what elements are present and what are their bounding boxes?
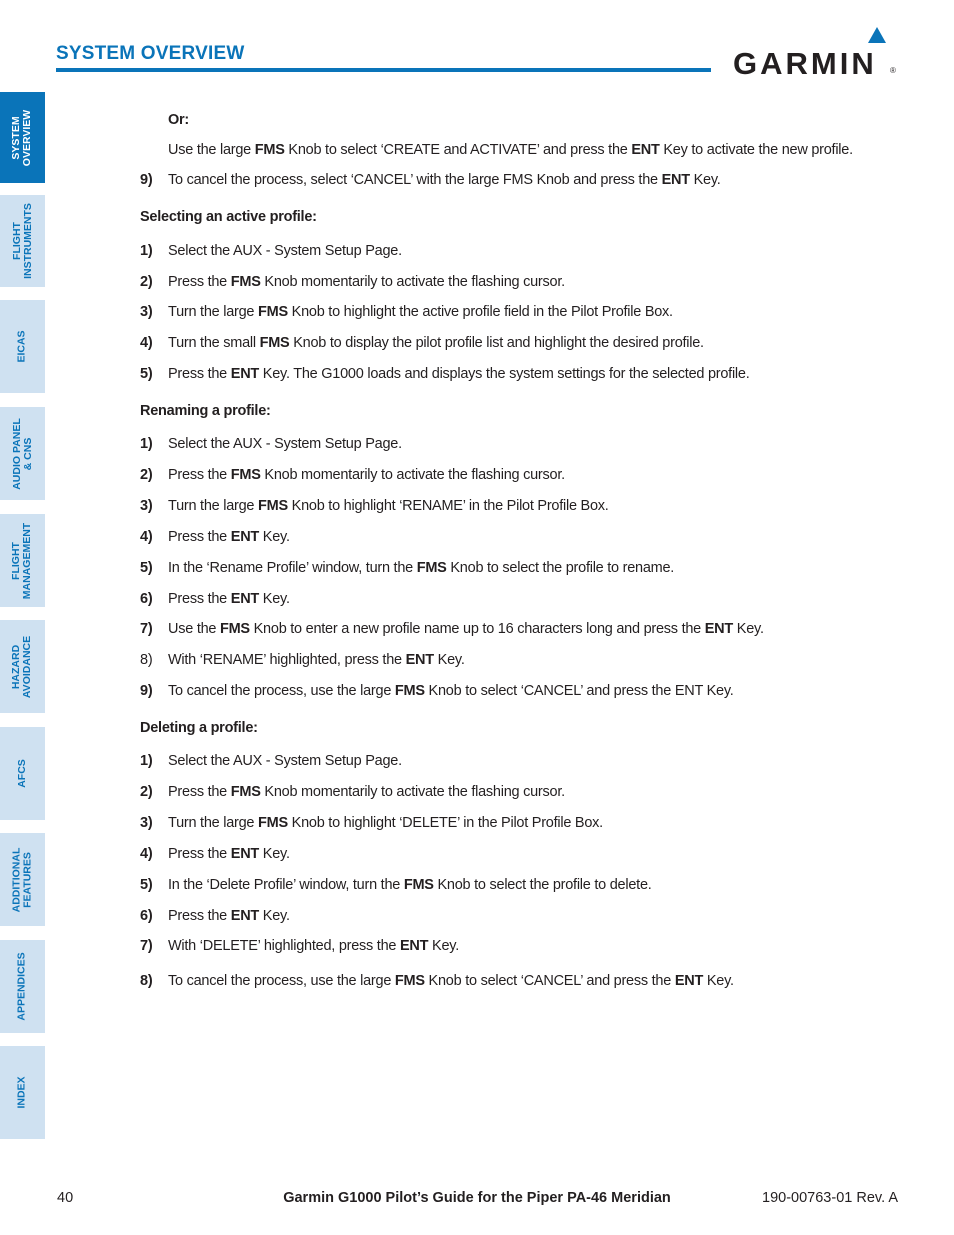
- step-number: 7): [140, 938, 153, 954]
- garmin-delta-icon: [868, 27, 886, 43]
- step-text: In the ‘Rename Profile’ window, turn the FMS Knob to select the profile to rename.: [168, 560, 675, 576]
- step-number: 4): [140, 335, 153, 351]
- tab-label: FLIGHT MANAGEMENT: [10, 522, 34, 599]
- step-text: Press the FMS Knob momentarily to activate the flashing cursor.: [168, 784, 565, 800]
- step-text: With ‘RENAME’ highlighted, press the ENT Key.: [168, 652, 465, 668]
- step-text: Press the ENT Key.: [168, 846, 290, 862]
- tab-label: INDEX: [16, 1076, 28, 1109]
- step-number: 9): [140, 172, 153, 188]
- tab-additional-features[interactable]: [0, 833, 45, 926]
- section-tabs: [0, 0, 45, 1235]
- step-number: 1): [140, 753, 153, 769]
- step-number: 3): [140, 815, 153, 831]
- step-number: 6): [140, 591, 153, 607]
- step-number: 9): [140, 683, 153, 699]
- step-number: 5): [140, 877, 153, 893]
- tab-hazard-avoidance[interactable]: [0, 620, 45, 713]
- step-number: 8): [140, 652, 153, 668]
- section-heading-renaming: Renaming a profile:: [140, 403, 271, 419]
- tab-label: AUDIO PANEL & CNS: [10, 417, 34, 490]
- step-text: With ‘DELETE’ highlighted, press the ENT Key.: [168, 938, 459, 954]
- step-number: 3): [140, 304, 153, 320]
- section-heading-deleting: Deleting a profile:: [140, 720, 258, 736]
- document-number: 190-00763-01 Rev. A: [762, 1190, 898, 1206]
- tab-appendices[interactable]: [0, 940, 45, 1033]
- step-text: Select the AUX - System Setup Page.: [168, 753, 402, 769]
- tab-flight-management[interactable]: [0, 514, 45, 607]
- tab-index[interactable]: [0, 1046, 45, 1139]
- step-number: 4): [140, 846, 153, 862]
- step-number: 7): [140, 621, 153, 637]
- tab-audio-panel-cns[interactable]: [0, 407, 45, 500]
- logo-wordmark: GARMIN: [733, 46, 877, 81]
- step-text: Press the FMS Knob momentarily to activate the flashing cursor.: [168, 467, 565, 483]
- tab-label: FLIGHT INSTRUMENTS: [10, 203, 34, 279]
- step-text: Press the FMS Knob momentarily to activate the flashing cursor.: [168, 274, 565, 290]
- section-title: SYSTEM OVERVIEW: [56, 43, 245, 64]
- step-number: 2): [140, 274, 153, 290]
- step-text: Turn the large FMS Knob to highlight the active profile field in the Pilot Profile Box.: [168, 304, 673, 320]
- registered-mark: ®: [890, 66, 896, 75]
- tab-flight-instruments[interactable]: [0, 195, 45, 287]
- step-number: 1): [140, 243, 153, 259]
- step-text: Use the large FMS Knob to select ‘CREATE and ACTIVATE’ and press the ENT Key to activate the new profile.: [168, 142, 853, 158]
- step-text: Turn the large FMS Knob to highlight ‘DELETE’ in the Pilot Profile Box.: [168, 815, 603, 831]
- tab-label: ADDITIONAL FEATURES: [10, 847, 34, 912]
- step-text: Turn the large FMS Knob to highlight ‘RENAME’ in the Pilot Profile Box.: [168, 498, 609, 514]
- step-text: In the ‘Delete Profile’ window, turn the FMS Knob to select the profile to delete.: [168, 877, 652, 893]
- step-number: 8): [140, 973, 153, 989]
- header-rule: [56, 68, 711, 72]
- tab-system-overview[interactable]: [0, 92, 45, 183]
- step-text: Select the AUX - System Setup Page.: [168, 243, 402, 259]
- step-text: Press the ENT Key.: [168, 591, 290, 607]
- step-text: Press the ENT Key. The G1000 loads and displays the system settings for the selected profile.: [168, 366, 750, 382]
- step-text: Press the ENT Key.: [168, 908, 290, 924]
- tab-afcs[interactable]: [0, 727, 45, 820]
- step-number: 1): [140, 436, 153, 452]
- guide-title: Garmin G1000 Pilot’s Guide for the Piper PA-46 Meridian: [283, 1190, 671, 1206]
- step-text: Turn the small FMS Knob to display the pilot profile list and highlight the desired profile.: [168, 335, 704, 351]
- tab-label: AFCS: [16, 759, 28, 788]
- step-text: To cancel the process, use the large FMS Knob to select ‘CANCEL’ and press the ENT Key.: [168, 683, 734, 699]
- step-text: To cancel the process, use the large FMS Knob to select ‘CANCEL’ and press the ENT Key.: [168, 973, 734, 989]
- section-heading-selecting: Selecting an active profile:: [140, 209, 317, 225]
- step-number: 5): [140, 366, 153, 382]
- step-number: 4): [140, 529, 153, 545]
- step-text: To cancel the process, select ‘CANCEL’ with the large FMS Knob and press the ENT Key.: [168, 172, 721, 188]
- or-label: Or:: [168, 112, 189, 128]
- step-number: 5): [140, 560, 153, 576]
- step-number: 2): [140, 467, 153, 483]
- tab-label: EICAS: [16, 330, 28, 363]
- page-number: 40: [57, 1190, 74, 1206]
- tab-label: HAZARD AVOIDANCE: [10, 635, 34, 698]
- step-text: Select the AUX - System Setup Page.: [168, 436, 402, 452]
- tab-label: SYSTEM OVERVIEW: [10, 109, 34, 166]
- step-text: Press the ENT Key.: [168, 529, 290, 545]
- step-number: 3): [140, 498, 153, 514]
- step-number: 2): [140, 784, 153, 800]
- tab-eicas[interactable]: [0, 300, 45, 393]
- tab-label: APPENDICES: [16, 952, 29, 1021]
- step-number: 6): [140, 908, 153, 924]
- garmin-logo: [733, 26, 899, 81]
- step-text: Use the FMS Knob to enter a new profile name up to 16 characters long and press the ENT Key.: [168, 621, 764, 637]
